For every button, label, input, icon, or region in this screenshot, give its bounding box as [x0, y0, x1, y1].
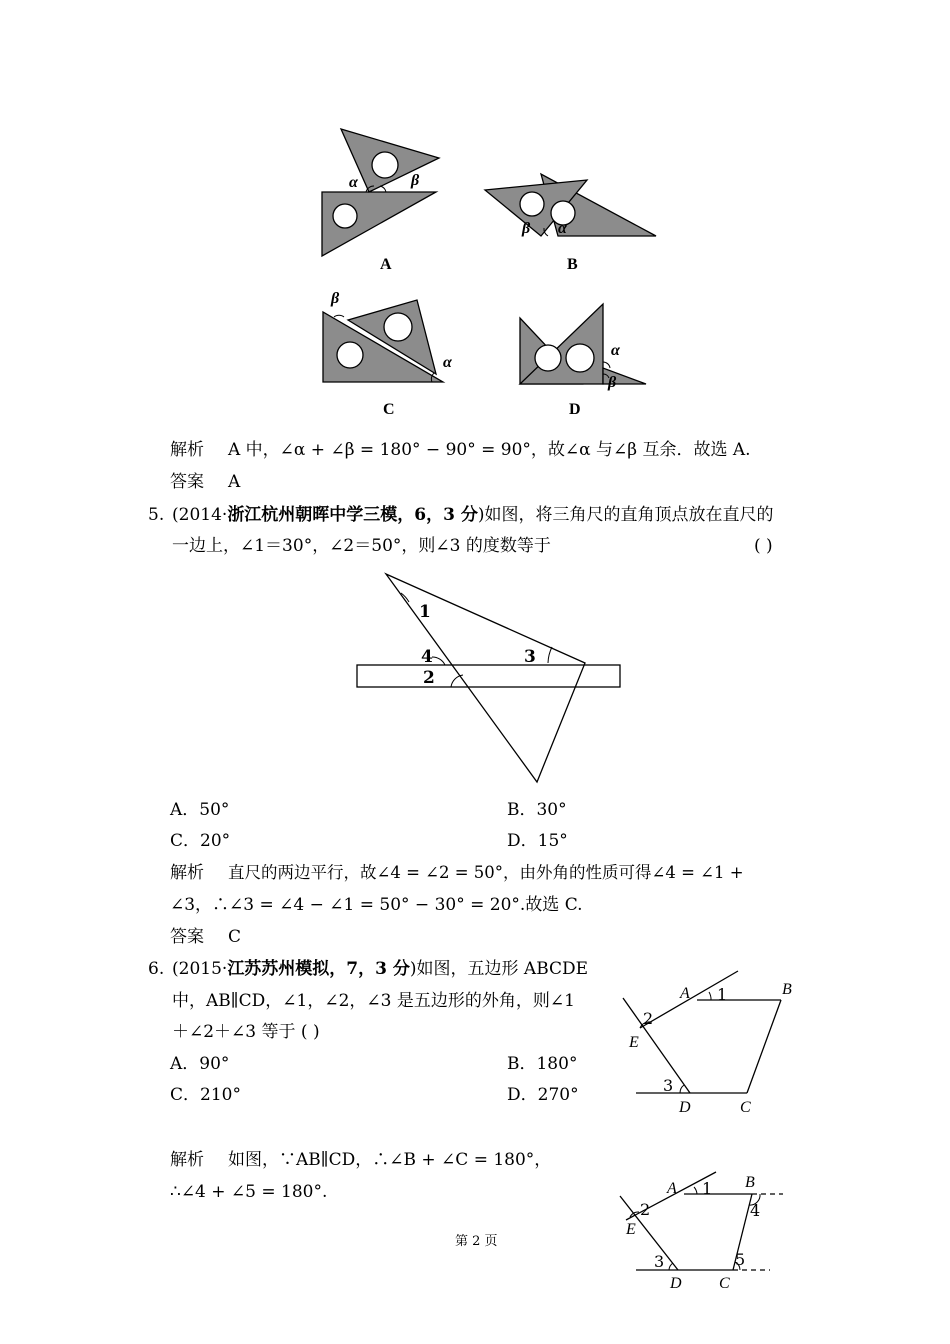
q5-answer: C — [228, 927, 242, 947]
alpha-label-d: α — [611, 342, 620, 359]
q5-number: 5. — [148, 505, 165, 525]
q4-analysis-label: 解析 — [170, 440, 204, 460]
q6-analysis-label: 解析 — [170, 1150, 204, 1170]
q5-answer-label: 答案 — [170, 927, 204, 947]
q5-analysis-label: 解析 — [170, 863, 204, 883]
q6-analysis-line1: 如图，∵AB∥CD，∴∠B + ∠C = 180°， — [228, 1150, 552, 1170]
fig-label-c: C — [383, 401, 395, 418]
beta-label-c: β — [331, 290, 340, 307]
q4-answer-label: 答案 — [170, 472, 204, 492]
q6b-vertex-b: B — [745, 1174, 755, 1191]
q5-answer-paren: ( ) — [754, 536, 773, 556]
q6-source: (2015·江苏苏州模拟，7，3 分)如图，五边形 ABCDE — [172, 959, 589, 979]
q4-answer: A — [228, 472, 241, 492]
page-number: 第 2 页 — [455, 1234, 498, 1249]
q6-stem-line2: 中，AB∥CD，∠1，∠2，∠3 是五边形的外角，则∠1 — [172, 991, 575, 1011]
q6-number: 6. — [148, 959, 165, 979]
fig-label-d: D — [569, 401, 581, 418]
alpha-label-a: α — [349, 174, 358, 191]
q6b-vertex-e: E — [626, 1221, 636, 1238]
q6b-vertex-c: C — [719, 1275, 730, 1292]
q6-option-a[interactable]: A．90° — [170, 1054, 230, 1074]
q5-angle-4: 4 — [421, 647, 433, 667]
q6-vertex-d: D — [679, 1099, 691, 1116]
beta-label-a: β — [411, 172, 420, 189]
q6-option-b[interactable]: B．180° — [507, 1054, 578, 1074]
fig-label-b: B — [567, 256, 578, 273]
alpha-label-c: α — [443, 354, 452, 371]
q5-source: (2014·浙江杭州朝晖中学三模，6，3 分)如图，将三角尺的直角顶点放在直尺的 — [172, 505, 774, 525]
q6-vertex-a: A — [680, 985, 690, 1002]
fig-label-a: A — [380, 256, 392, 273]
beta-label-d: β — [608, 374, 617, 391]
q6-analysis-line2: ∴∠4 + ∠5 = 180°. — [170, 1182, 328, 1202]
q5-option-b[interactable]: B．30° — [507, 800, 567, 820]
q6-vertex-e: E — [629, 1034, 639, 1051]
q6-stem-line3: ＋∠2＋∠3 等于 ( ) — [172, 1022, 320, 1042]
q5-stem: 一边上，∠1＝30°，∠2＝50°，则∠3 的度数等于 — [172, 536, 551, 556]
q6-option-d[interactable]: D．270° — [507, 1085, 579, 1105]
beta-label-b: β — [522, 220, 531, 237]
q5-angle-1: 1 — [419, 602, 431, 622]
alpha-label-b: α — [558, 220, 567, 237]
q5-option-d[interactable]: D．15° — [507, 831, 568, 851]
q6-angle-1: 1 — [717, 985, 728, 1004]
q5-angle-2: 2 — [423, 668, 435, 688]
q6b-vertex-a: A — [667, 1180, 677, 1197]
q5-analysis-line1: 直尺的两边平行，故∠4 = ∠2 = 50°，由外角的性质可得∠4 = ∠1 + — [228, 863, 744, 882]
q6-angle-2: 2 — [643, 1009, 654, 1028]
q6b-angle-4: 4 — [750, 1201, 761, 1220]
q5-analysis-line2: ∠3，∴∠3 = ∠4 − ∠1 = 50° − 30° = 20°.故选 C. — [170, 895, 583, 915]
q6-vertex-b: B — [782, 981, 792, 998]
q5-option-c[interactable]: C．20° — [170, 831, 231, 851]
q6-option-c[interactable]: C．210° — [170, 1085, 241, 1105]
q6-angle-3: 3 — [663, 1076, 674, 1095]
q6b-angle-5: 5 — [735, 1250, 746, 1269]
q6b-vertex-d: D — [670, 1275, 682, 1292]
q6b-angle-2: 2 — [640, 1200, 651, 1219]
q6b-angle-3: 3 — [654, 1252, 665, 1271]
q5-angle-3: 3 — [524, 647, 536, 667]
q5-option-a[interactable]: A．50° — [170, 800, 230, 820]
q6-vertex-c: C — [740, 1099, 751, 1116]
q4-analysis: A 中，∠α + ∠β = 180° − 90° = 90°，故∠α 与∠β 互余．故选 A. — [228, 440, 751, 460]
q6b-angle-1: 1 — [702, 1179, 713, 1198]
